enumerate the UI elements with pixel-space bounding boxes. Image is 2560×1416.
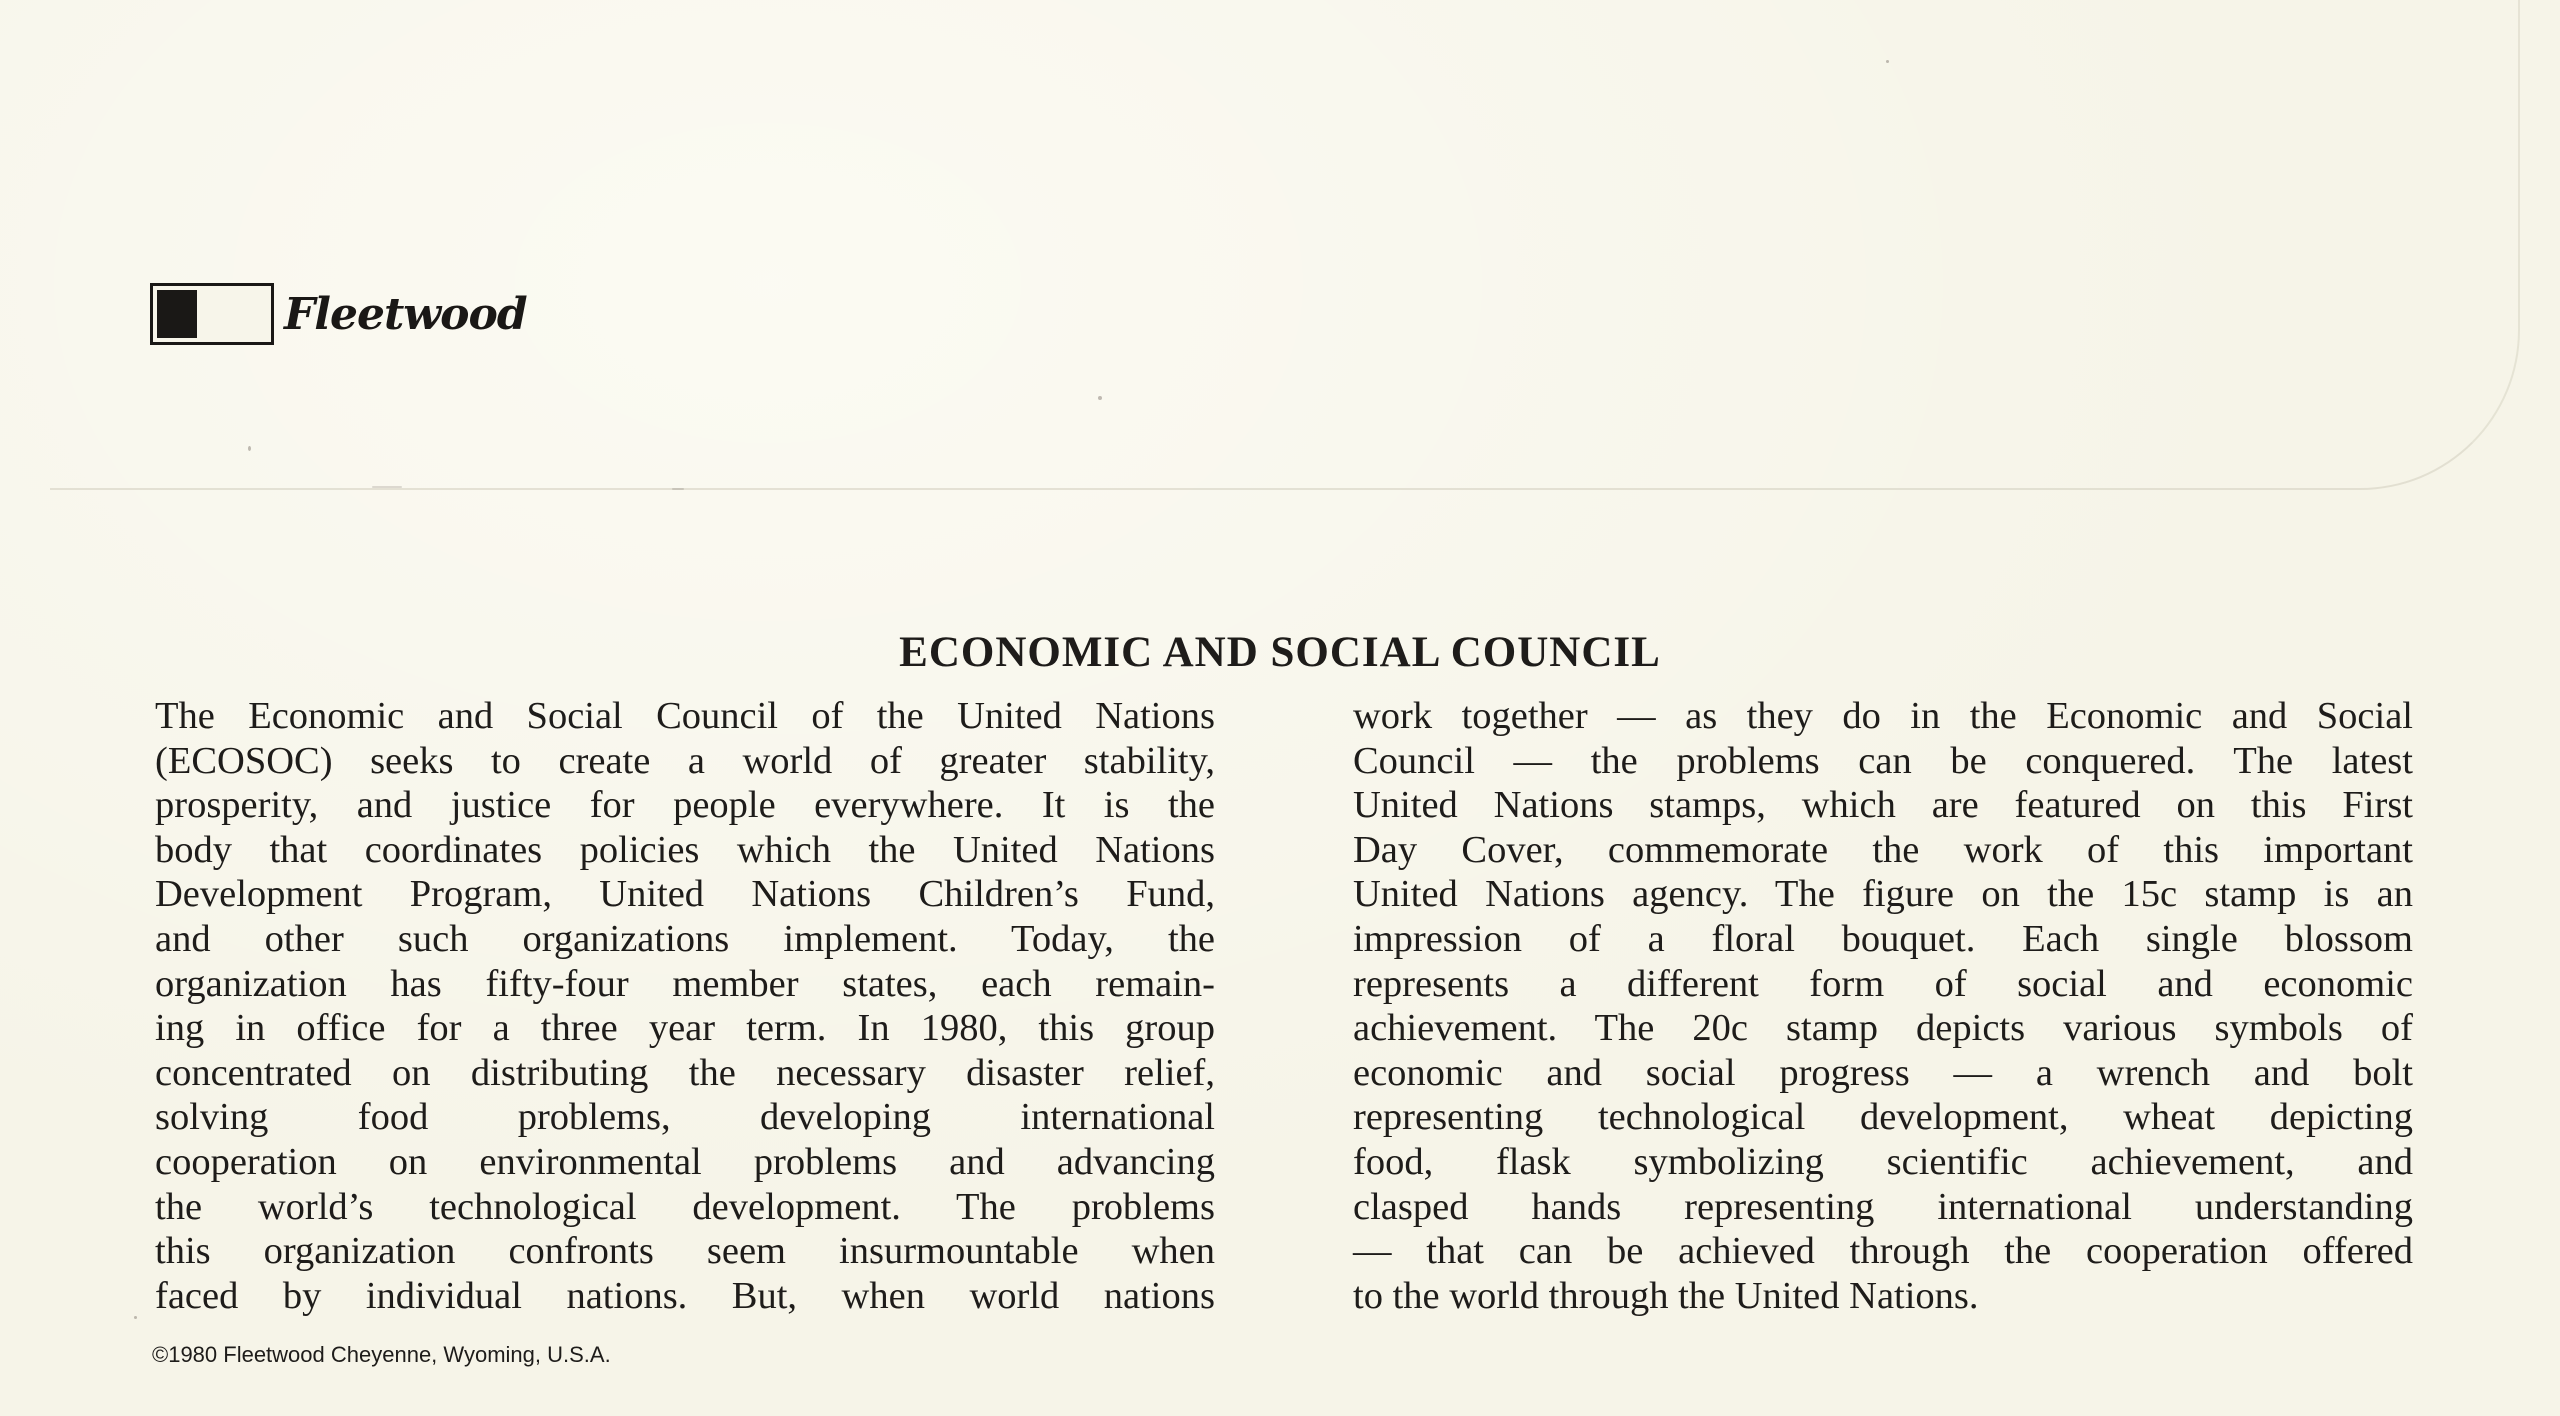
text-line: impression of a floral bouquet. Each single blossom bbox=[1353, 917, 2413, 960]
text-line: Development Program, United Nations Children’s Fund, bbox=[155, 873, 1215, 916]
paper-speck bbox=[1098, 396, 1102, 400]
text-line: (ECOSOC) seeks to create a world of greater stability, bbox=[155, 739, 1215, 782]
text-line: represents a different form of social and economic bbox=[1353, 962, 2413, 1005]
text-line: United Nations agency. The figure on the 15c stamp is an bbox=[1353, 873, 2413, 916]
text-line: solving food problems, developing international bbox=[155, 1096, 1215, 1139]
copyright-notice: ©1980 Fleetwood Cheyenne, Wyoming, U.S.A. bbox=[152, 1342, 611, 1367]
text-line: United Nations stamps, which are featured on this First bbox=[1353, 784, 2413, 827]
text-line: prosperity, and justice for people everywhere. It is the bbox=[155, 784, 1215, 827]
paper-speck bbox=[1886, 60, 1889, 63]
text-line: organization has fifty-four member states, each remain- bbox=[155, 962, 1215, 1005]
paper-speck bbox=[372, 486, 402, 488]
text-line: the world’s technological development. The problems bbox=[155, 1185, 1215, 1228]
text-line: economic and social progress — a wrench and bolt bbox=[1353, 1051, 2413, 1094]
text-line: representing technological development, wheat depicting bbox=[1353, 1096, 2413, 1139]
envelope-flap-edge bbox=[50, 0, 2520, 490]
fleetwood-logo bbox=[150, 283, 527, 345]
text-line: clasped hands representing international understanding bbox=[1353, 1185, 2413, 1228]
text-line: — that can be achieved through the cooperation offered bbox=[1353, 1230, 2413, 1273]
text-line: this organization confronts seem insurmountable when bbox=[155, 1230, 1215, 1273]
text-line: achievement. The 20c stamp depicts various symbols of bbox=[1353, 1007, 2413, 1050]
left-text-column bbox=[155, 694, 1215, 1318]
text-line: and other such organizations implement. Today, the bbox=[155, 917, 1215, 960]
right-text-column bbox=[1353, 694, 2413, 1318]
text-line: The Economic and Social Council of the United Nations bbox=[155, 695, 1215, 737]
paper-speck bbox=[672, 488, 684, 490]
text-line: to the world through the United Nations. bbox=[1353, 1274, 1979, 1317]
logo-box-fill bbox=[157, 290, 197, 338]
text-line: faced by individual nations. But, when world nations bbox=[155, 1274, 1215, 1317]
paper-speck bbox=[248, 446, 251, 451]
logo-box-icon bbox=[150, 283, 274, 345]
text-line: ing in office for a three year term. In 1980, this group bbox=[155, 1007, 1215, 1050]
text-line: body that coordinates policies which the United Nations bbox=[155, 828, 1215, 871]
text-line: Council — the problems can be conquered. The latest bbox=[1353, 739, 2413, 782]
text-line: food, flask symbolizing scientific achievement, and bbox=[1353, 1140, 2413, 1183]
logo-brand-text: Fleetwood bbox=[284, 288, 527, 340]
text-line: Day Cover, commemorate the work of this important bbox=[1353, 828, 2413, 871]
text-line: concentrated on distributing the necessary disaster relief, bbox=[155, 1051, 1215, 1094]
text-line: work together — as they do in the Economic and Social bbox=[1353, 695, 2413, 737]
paper-speck bbox=[134, 1316, 137, 1319]
page-title: ECONOMIC AND SOCIAL COUNCIL bbox=[899, 629, 1661, 676]
text-line: cooperation on environmental problems and advancing bbox=[155, 1140, 1215, 1183]
